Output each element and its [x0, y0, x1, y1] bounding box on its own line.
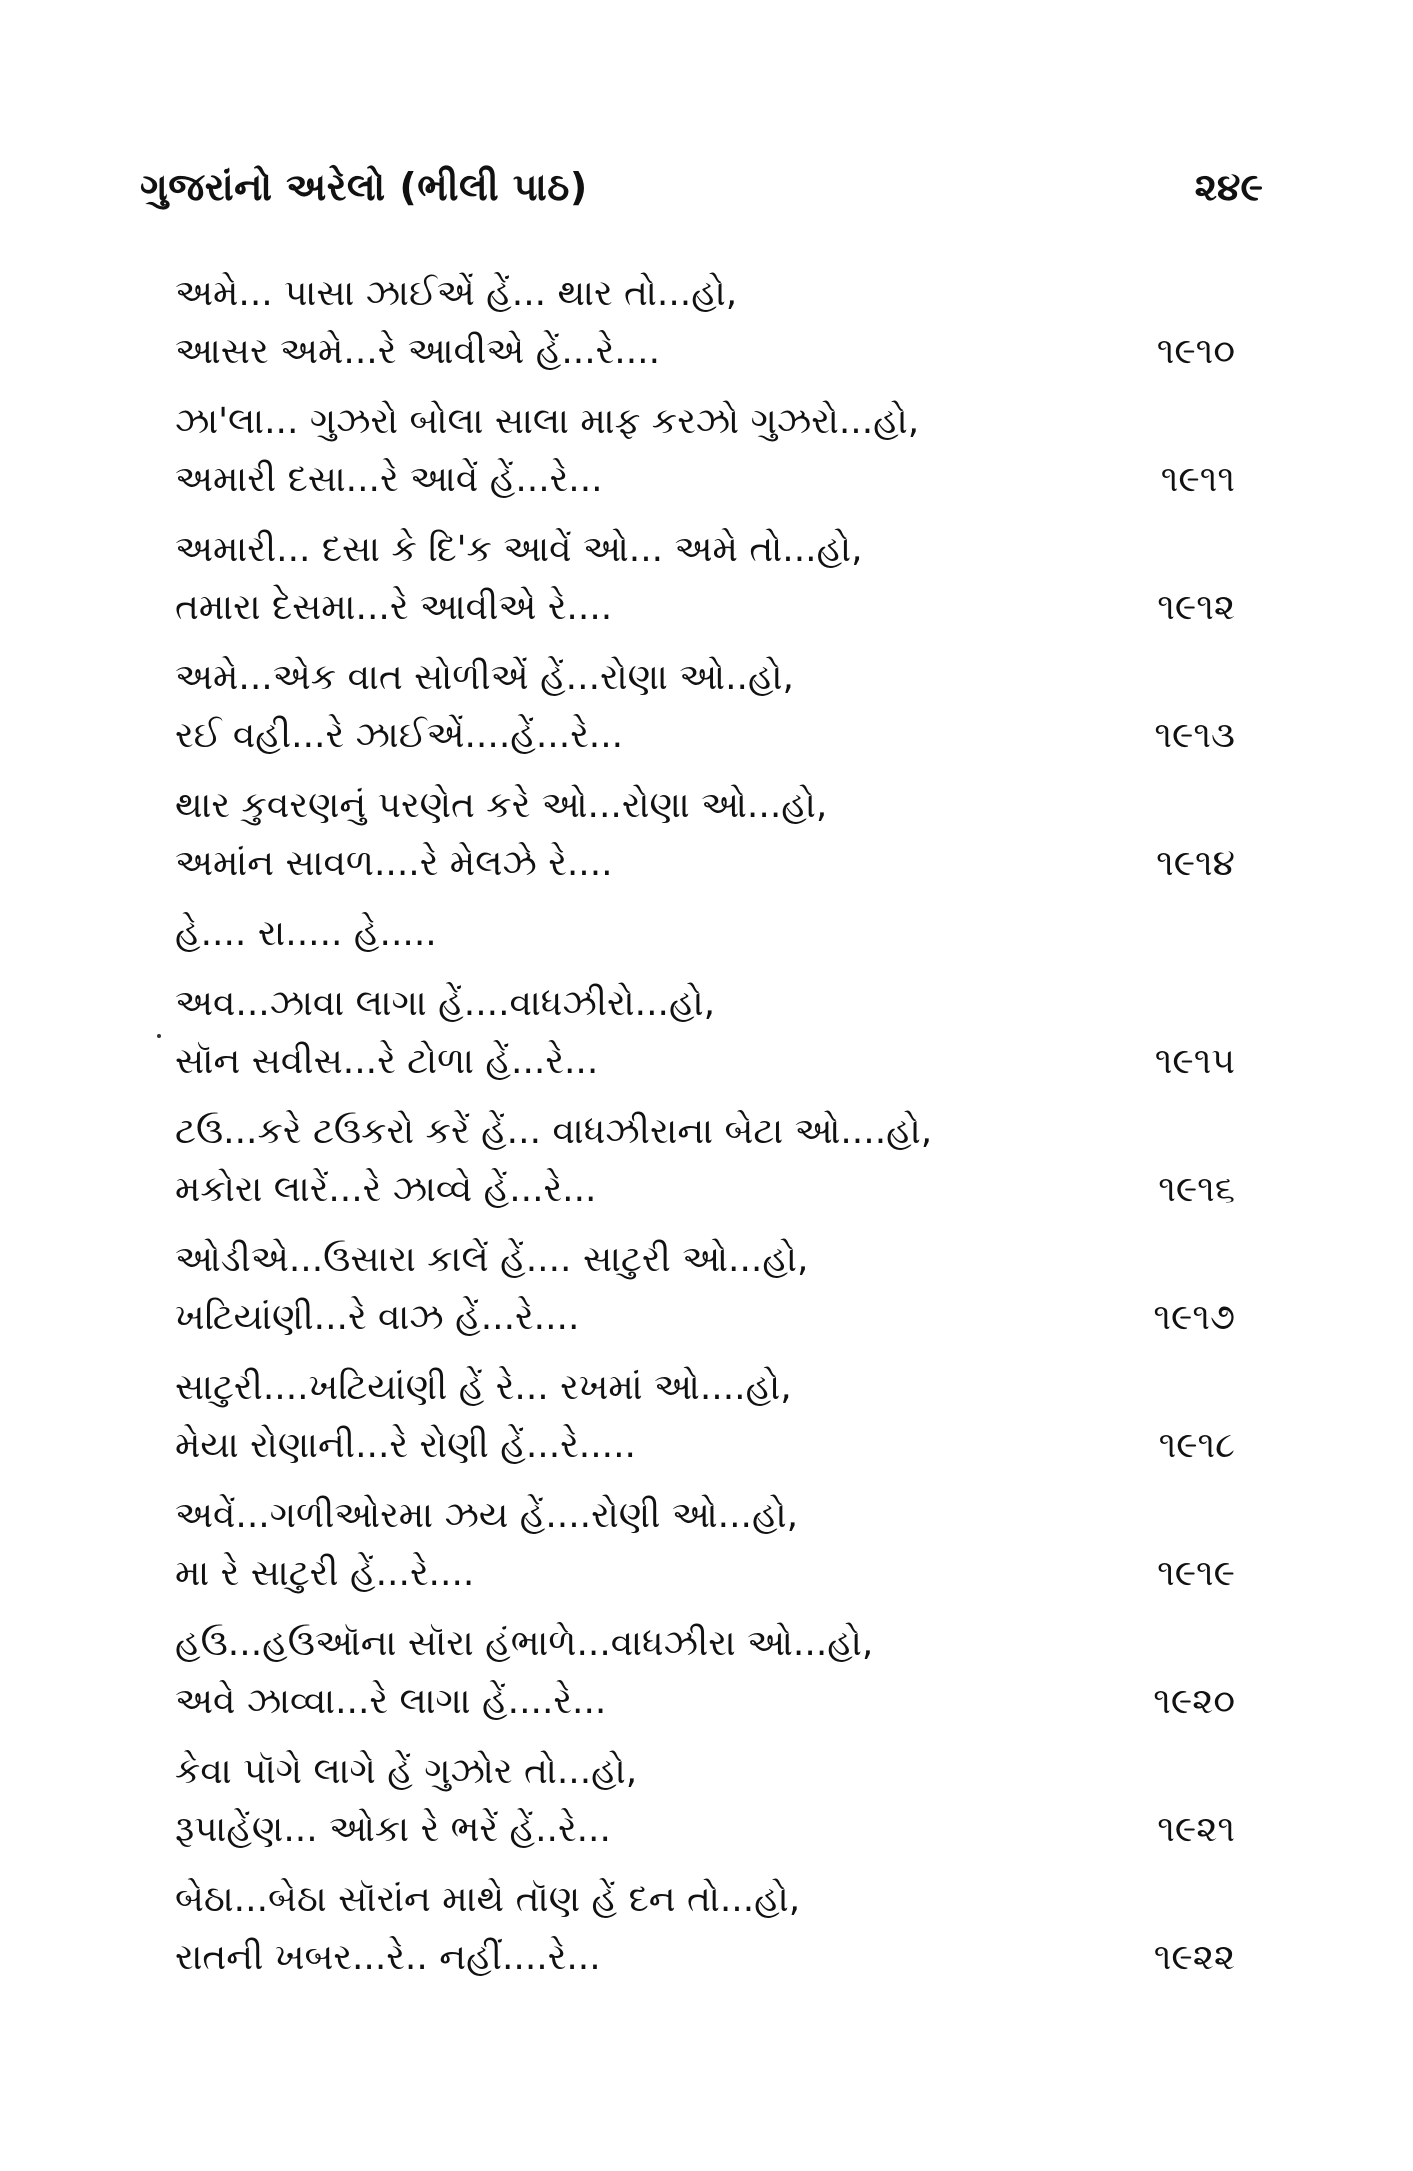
verse-number: ૧૯૨૨ [1153, 1937, 1235, 1978]
verse-number: ૧૯૧૧ [1160, 459, 1235, 500]
verse-line: થાર કુવરણનું પરણેત કરે ઓ...રોણા ઓ...હો, [175, 785, 828, 826]
stanza [175, 1487, 1235, 1615]
verse-number: ૧૯૨૦ [1153, 1681, 1235, 1722]
verse-line: રાતની ખબર...રે.. નહીં....રે... [175, 1937, 601, 1978]
stanza [175, 777, 1235, 905]
verse-line: અમે... પાસા ઝાઈએં હેં... થાર તો...હો, [175, 273, 738, 314]
verse-line: રઈ વહી...રે ઝાઈએં....હેં...રે... [175, 715, 624, 756]
verse-list [175, 265, 1235, 1999]
verse-line: મેયા રોણાની...રે રોણી હેં...રે..... [175, 1425, 636, 1466]
verse-line: બેઠા...બેઠા સૉરાંન માથે તૉણ હેં દન તો...હો, [175, 1879, 801, 1920]
stanza [175, 975, 1235, 1103]
verse-number: ૧૯૨૧ [1157, 1809, 1235, 1850]
verse-line: ઝા'લા... ગુઝરો બોલા સાલા માફ કરઝો ગુઝરો...હો, [175, 401, 920, 442]
stanza [175, 649, 1235, 777]
verse-line: સૉન સવીસ...રે ટોળા હેં...રે... [175, 1041, 599, 1082]
speck-mark [157, 1034, 161, 1038]
verse-number: ૧૯૧૮ [1158, 1425, 1235, 1466]
stanza [175, 393, 1235, 521]
stanza [175, 1103, 1235, 1231]
refrain-line: હે.... રા..... હે..... [175, 913, 437, 954]
verse-line: અમાંન સાવળ....રે મેલઝે રે.... [175, 843, 613, 884]
page-number: ૨૪૯ [1194, 165, 1263, 209]
refrain [175, 905, 1235, 975]
verse-line: મકોરા લારેં...રે ઝાવ્વે હેં...રે... [175, 1169, 597, 1210]
stanza [175, 265, 1235, 393]
verse-line: અમારી દસા...રે આવેં હેં...રે... [175, 459, 603, 500]
verse-number: ૧૯૧૦ [1156, 331, 1235, 372]
verse-line: આસર અમે...રે આવીએ હેં...રે.... [175, 331, 661, 372]
verse-number: ૧૯૧૫ [1154, 1041, 1235, 1082]
verse-line: અમે...એક વાત સોળીએં હેં...રોણા ઓ..હો, [175, 657, 794, 698]
verse-line: અવેં...ગળીઓરમા ઝય હેં....રોણી ઓ...હો, [175, 1495, 799, 1536]
verse-line: અમારી... દસા કે દિ'ક આવેં ઓ... અમે તો...હો, [175, 529, 863, 570]
stanza [175, 1231, 1235, 1359]
stanza [175, 1615, 1235, 1743]
verse-line: ખટિયાંણી...રે વાઝ હેં...રે.... [175, 1297, 580, 1338]
verse-line: હઉ...હઉઑના સૉરા હંભાળે...વાધઝીરા ઓ...હો, [175, 1623, 874, 1664]
verse-line: મા રે સાટુરી હેં...રે.... [175, 1553, 475, 1594]
verse-number: ૧૯૧૪ [1156, 843, 1235, 884]
verse-line: સાટુરી....ખટિયાંણી હેં રે... રખમાં ઓ....હો, [175, 1367, 792, 1408]
stanza [175, 1871, 1235, 1999]
verse-number: ૧૯૧૩ [1154, 715, 1235, 756]
verse-line: ઓડીએ...ઉસારા કાલેં હેં.... સાટુરી ઓ...હો, [175, 1239, 809, 1280]
verse-line: ટઉ...કરે ટઉકરો કરેં હેં... વાધઝીરાના બેટા ઓ....હો, [175, 1111, 933, 1152]
verse-line: કેવા પૉગે લાગે હેં ગુઝોર તો...હો, [175, 1751, 638, 1792]
verse-line: અવે ઝાવ્વા...રે લાગા હેં....રે... [175, 1681, 607, 1722]
stanza [175, 1359, 1235, 1487]
stanza [175, 1743, 1235, 1871]
running-title: ગુજરાંનો અરેલો (ભીલી પાઠ) [140, 165, 588, 209]
verse-number: ૧૯૧૭ [1153, 1297, 1235, 1338]
page-header [140, 165, 1273, 225]
verse-line: રૂપાહેંણ... ઓકા રે ભરેં હેં..રે... [175, 1809, 611, 1850]
verse-number: ૧૯૧૬ [1158, 1169, 1235, 1210]
verse-line: તમારા દેસમા...રે આવીએ રે.... [175, 587, 613, 628]
verse-line: અવ...ઝાવા લાગા હેં....વાધઝીરો...હો, [175, 983, 716, 1024]
verse-number: ૧૯૧૯ [1157, 1553, 1235, 1594]
verse-number: ૧૯૧૨ [1157, 587, 1235, 628]
stanza [175, 521, 1235, 649]
